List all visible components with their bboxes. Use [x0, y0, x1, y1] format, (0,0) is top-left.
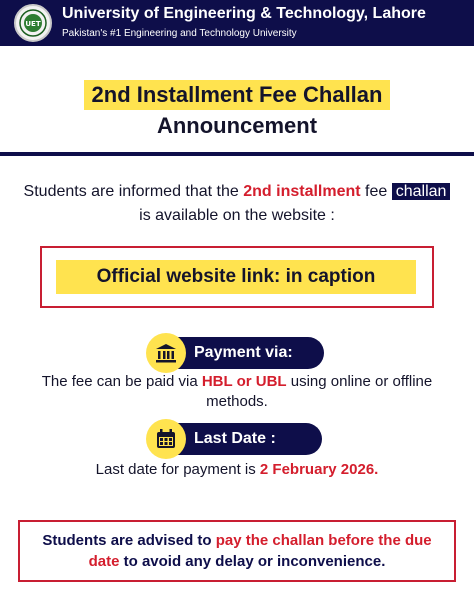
advice-text-2: to avoid any delay or inconvenience. [119, 553, 386, 570]
payment-paragraph [20, 372, 454, 412]
last-date-pill [150, 423, 322, 455]
university-logo [14, 4, 52, 42]
last-date-highlight: 2 February 2026. [259, 461, 379, 478]
bank-icon [146, 333, 186, 373]
intro-text-1: Students are informed that the [23, 183, 244, 200]
header-bar [0, 0, 474, 46]
last-date-text: Last date for payment is [95, 461, 260, 478]
university-title: University of Engineering & Technology, Lahore [62, 5, 426, 22]
announcement-subtitle: Announcement [156, 113, 318, 138]
payment-highlight-banks: HBL or UBL [201, 373, 287, 390]
website-link-box [40, 246, 434, 308]
advice-box [18, 520, 456, 582]
intro-highlight-challan: challan [392, 183, 451, 200]
announcement-title-wrap [0, 80, 474, 110]
advice-text-1: Students are advised to [42, 532, 216, 549]
intro-text-2: fee [360, 183, 392, 200]
intro-text-3: is available on the website : [139, 207, 335, 224]
intro-highlight-installment: 2nd installment [243, 183, 361, 200]
university-subtitle: Pakistan's #1 Engineering and Technology University [62, 28, 297, 39]
divider-rule [0, 152, 474, 156]
last-date-label: Last Date : [194, 430, 276, 447]
calendar-icon [146, 419, 186, 459]
payment-text-1: The fee can be paid via [41, 373, 202, 390]
website-link-label: Official website link: in caption [56, 260, 416, 294]
payment-text-2: using online or offline methods. [206, 373, 433, 410]
svg-text:UET: UET [25, 20, 41, 28]
advice-highlight: pay the challan before the due date [88, 532, 432, 570]
payment-label: Payment via: [194, 344, 293, 361]
payment-pill [150, 337, 324, 369]
last-date-paragraph [90, 460, 384, 480]
intro-paragraph [16, 180, 458, 228]
seal-icon [18, 8, 48, 38]
announcement-title: 2nd Installment Fee Challan [84, 80, 391, 110]
